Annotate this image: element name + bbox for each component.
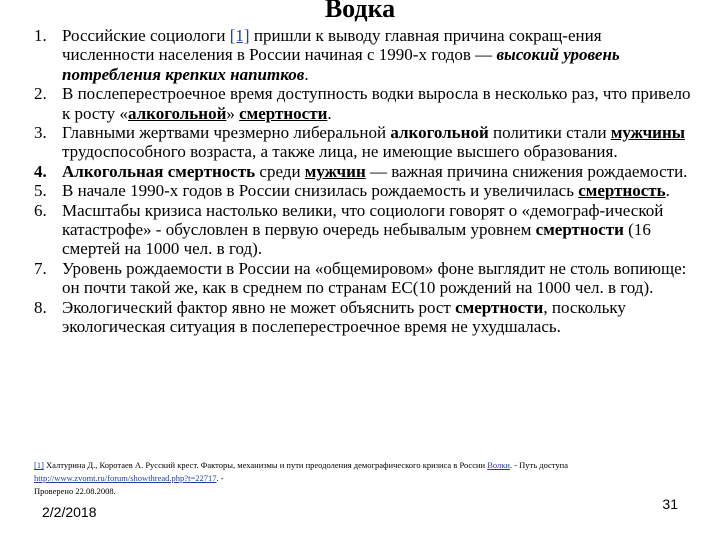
footnote: [34, 459, 706, 498]
list-item-number: 8.: [34, 297, 47, 317]
slide-title: Водка: [324, 0, 396, 23]
footnote-text-2: . - Путь доступа: [509, 460, 568, 470]
list-item-text: среди: [255, 161, 305, 181]
list-item-text: , поскольку экологическая ситуация в послеперестроечное время не ухудшалась.: [62, 297, 626, 337]
list-item-text: .: [327, 103, 332, 123]
footnote-source-link[interactable]: Волки: [487, 460, 510, 470]
list-item: [34, 123, 698, 162]
list-item-number: 4.: [34, 161, 47, 181]
list-item: [34, 181, 698, 200]
emphasis-text: смертность: [578, 181, 666, 201]
list-item-text: Главными жертвами чрезмерно либеральной: [62, 123, 391, 143]
list-item: [34, 201, 698, 259]
list-item-text: .: [304, 64, 309, 84]
slide-date: 2/2/2018: [42, 504, 97, 520]
emphasis-text: Алкогольная смертность: [62, 161, 256, 181]
citation-link[interactable]: [1]: [229, 26, 250, 45]
list-item-text: — важная причина снижения рождаемости.: [365, 161, 688, 181]
footnote-ref-link[interactable]: [1]: [34, 460, 44, 470]
list-item-text: (16 смертей на 1000 чел. в год).: [62, 220, 651, 259]
footnote-checked-date: Проверено 22.08.2008.: [34, 486, 116, 496]
footnote-url-link[interactable]: http://www.zvomt.ru/forum/showthread.php?t=22717: [34, 473, 217, 483]
list-item-text: Уровень рождаемости в России на «общемировом» фоне выглядит не столь вопиюще: он почти такой же, как в среднем по странам ЕС(10 рождений на 1000 чел. в год).: [62, 258, 687, 298]
footnote-text-3: . -: [216, 473, 224, 483]
list-item-text: пришли к выводу главная причина сокращ-ения численности населения в России начиная с 1990-х годов —: [62, 26, 602, 65]
list-item-text: В послеперестроечное время доступность водки выросла в несколько раз, что привело к росту «: [62, 84, 691, 123]
emphasis-text: смертности: [455, 297, 544, 317]
list-item: [34, 298, 698, 337]
slide-page-number: 31: [662, 496, 678, 512]
list-item-text: .: [665, 181, 670, 201]
list-item-number: 1.: [34, 26, 47, 45]
list-item: [34, 162, 698, 181]
list-item-number: 5.: [34, 181, 47, 201]
emphasis-text: смертности: [535, 220, 624, 240]
emphasis-text: смертности: [239, 103, 328, 123]
emphasis-text: алкогольной: [127, 103, 227, 123]
list-item-number: 6.: [34, 200, 47, 220]
list-item-number: 3.: [34, 123, 47, 143]
list-item: [34, 84, 698, 123]
numbered-list: [34, 26, 698, 337]
list-item-text: Экологический фактор явно не может объяснить рост: [62, 297, 456, 317]
list-item-text: Масштабы кризиса настолько велики, что социологи говорят о «демограф-ической катастрофе» - обусловлен в первую очередь небывалым уровнем: [62, 200, 664, 240]
emphasis-text: высокий уровень потребления крепких напитков: [62, 45, 620, 84]
list-item-text: политики стали: [488, 123, 611, 143]
list-item-number: 2.: [34, 84, 47, 104]
list-item-text: Российские социологи: [62, 26, 230, 45]
list-item: [34, 26, 698, 84]
list-item: [34, 259, 698, 298]
footnote-text-1: Халтурина Д., Коротаев А. Русский крест. Факторы, механизмы и пути преодоления демографического кризиса в России: [43, 460, 488, 470]
list-item-number: 7.: [34, 258, 47, 278]
list-item-text: трудоспособного возраста, а также лица, не имеющие высшего образования.: [62, 142, 618, 162]
emphasis-text: мужчин: [304, 161, 366, 181]
emphasis-text: алкогольной: [390, 123, 489, 143]
list-item-text: В начале 1990-х годов в России снизилась рождаемость и увеличилась: [62, 181, 579, 201]
list-item-text: »: [226, 103, 240, 123]
emphasis-text: мужчины: [610, 123, 686, 143]
